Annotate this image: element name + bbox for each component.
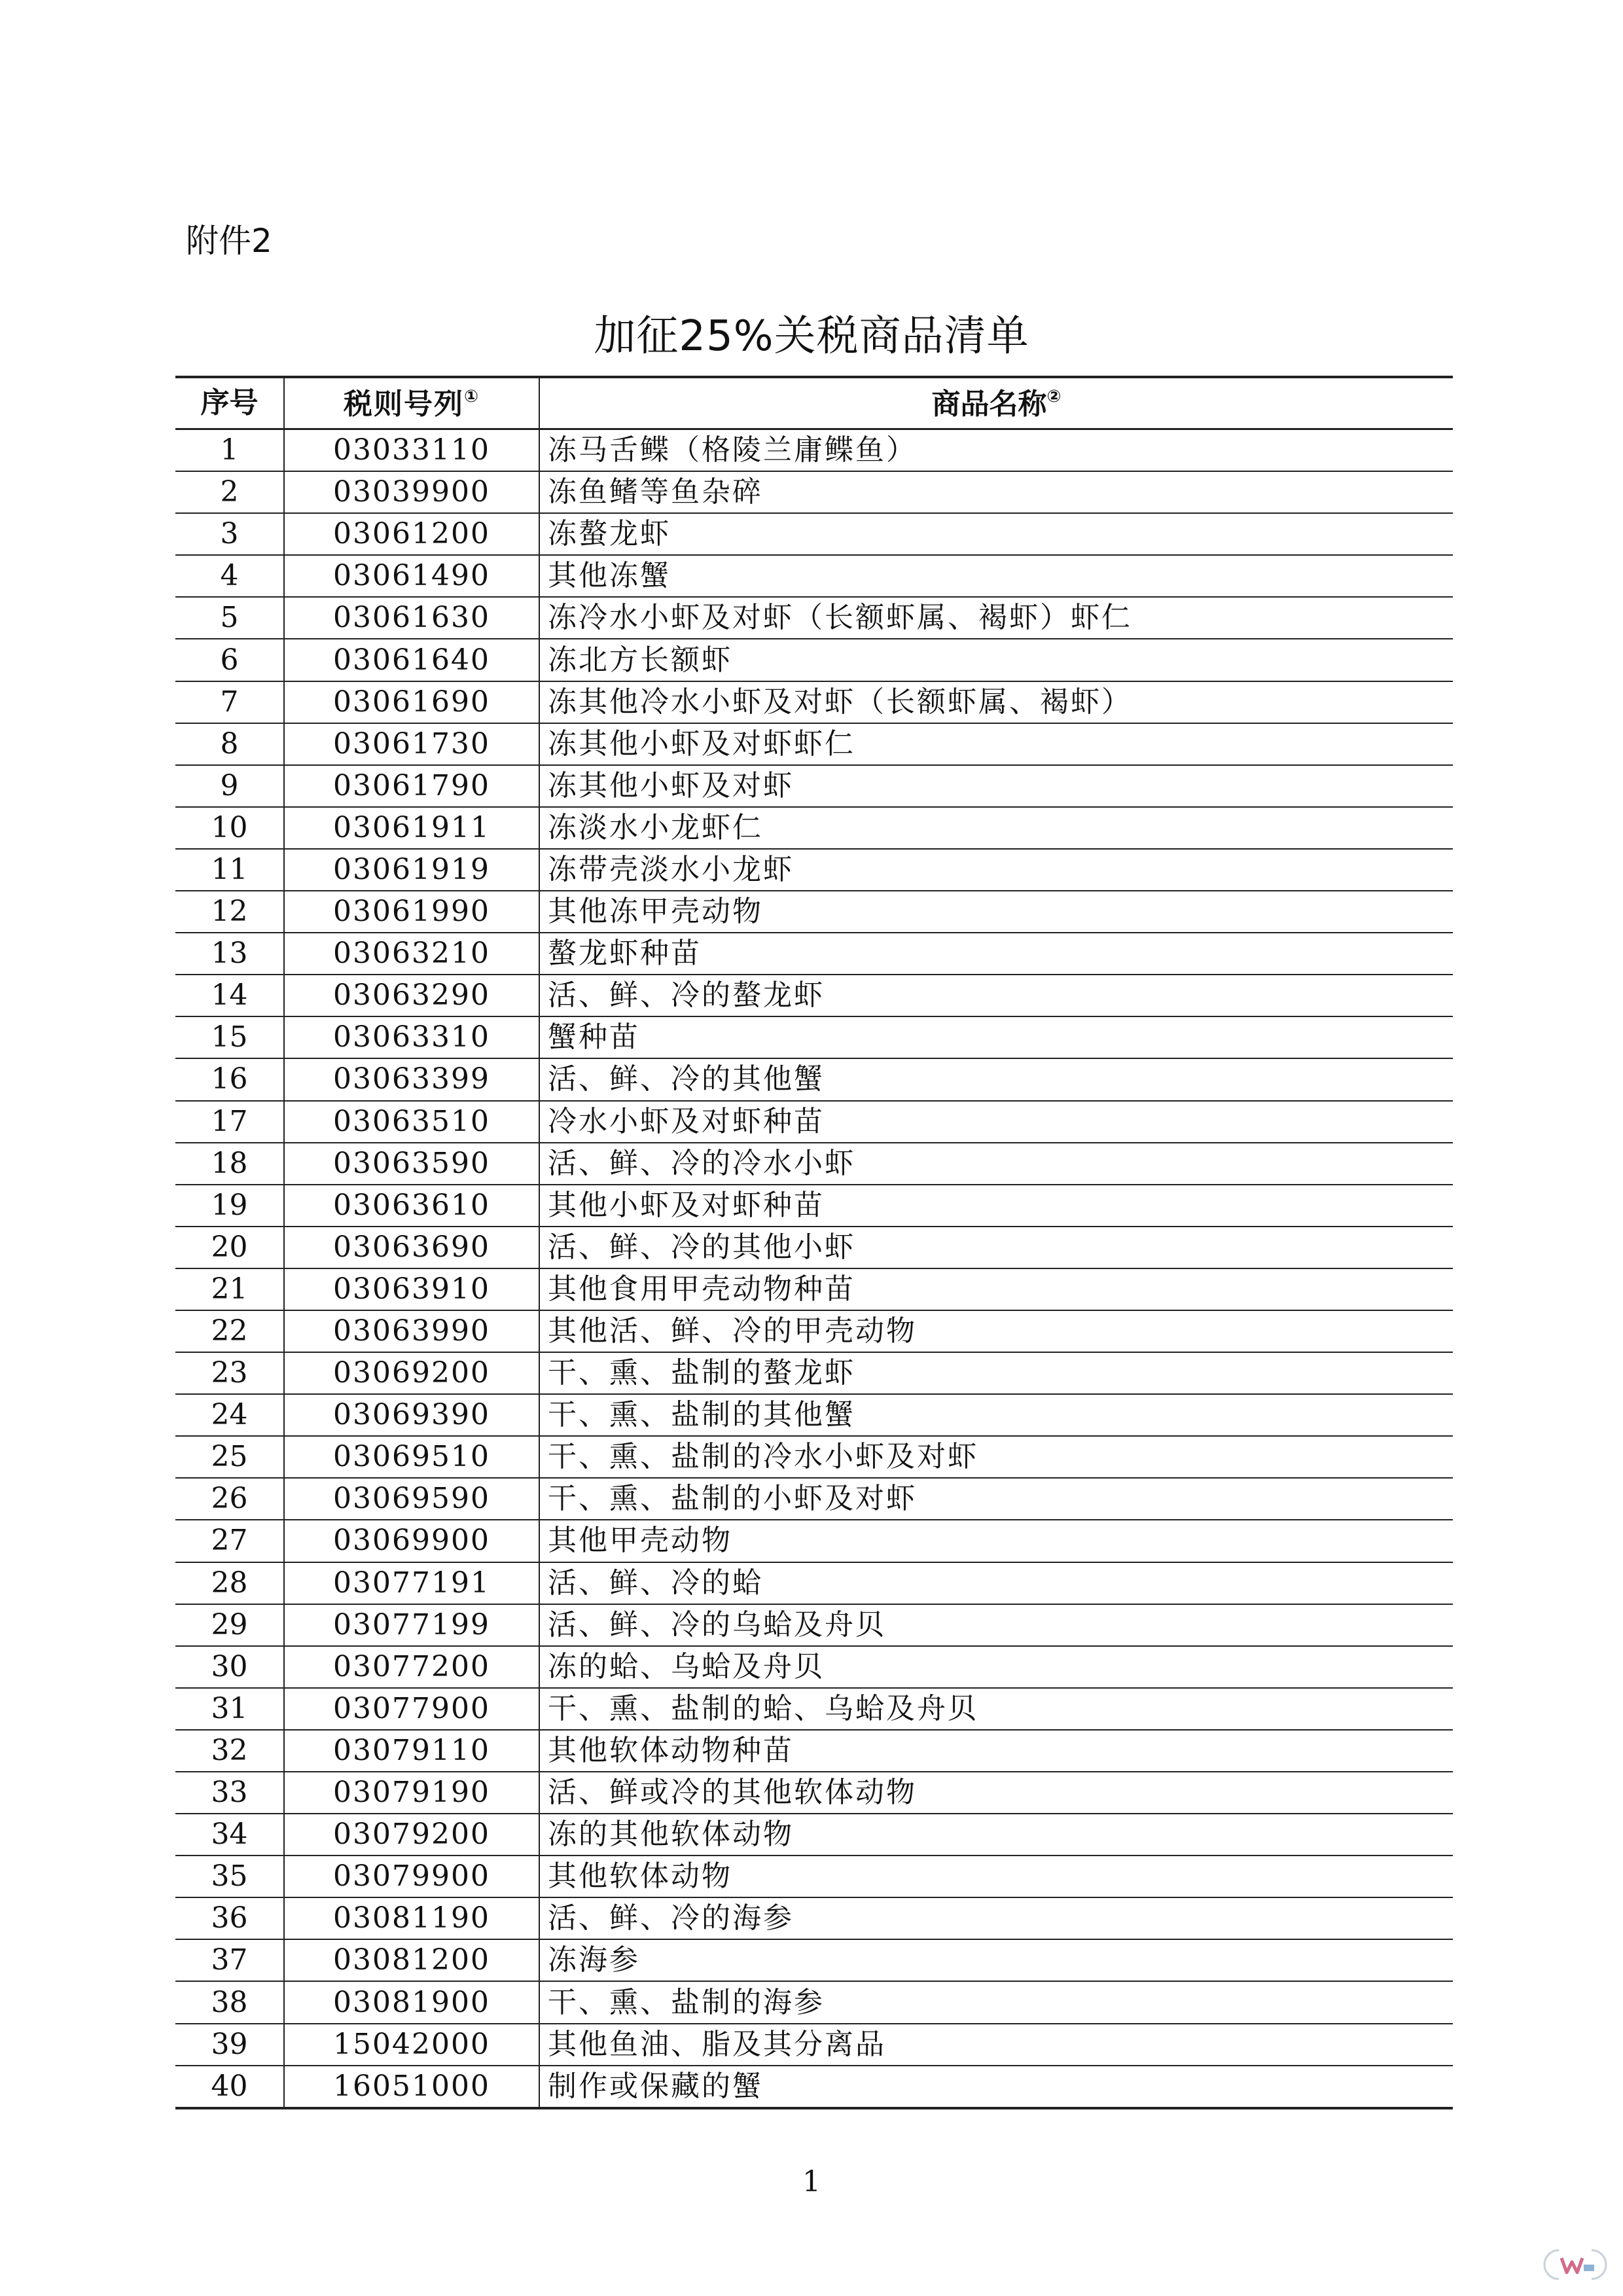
- cell-tariff-code: 03063290: [284, 975, 539, 1016]
- footnote-marker-1: ①: [463, 386, 480, 406]
- table-row: [175, 1772, 1453, 1814]
- header-seq: 序号: [175, 377, 284, 429]
- cell-product-name: 冻鱼鳍等鱼杂碎: [539, 471, 1453, 513]
- cell-seq: 12: [175, 891, 284, 933]
- cell-tariff-code: 03063910: [284, 1268, 539, 1310]
- cell-tariff-code: 03063990: [284, 1310, 539, 1352]
- cell-seq: 19: [175, 1185, 284, 1227]
- table-row: [175, 555, 1453, 597]
- cell-seq: 32: [175, 1730, 284, 1772]
- cell-seq: 1: [175, 429, 284, 472]
- cell-tariff-code: 03063610: [284, 1185, 539, 1227]
- cell-tariff-code: 03063310: [284, 1016, 539, 1058]
- cell-seq: 21: [175, 1268, 284, 1310]
- cell-tariff-code: 03061640: [284, 639, 539, 681]
- cell-tariff-code: 03061730: [284, 723, 539, 765]
- cell-product-name: 冻其他小虾及对虾虾仁: [539, 723, 1453, 765]
- cell-tariff-code: 03039900: [284, 471, 539, 513]
- cell-product-name: 冻北方长额虾: [539, 639, 1453, 681]
- watermark-logo: [1539, 2245, 1611, 2284]
- table-row: [175, 597, 1453, 639]
- table-row: [175, 1939, 1453, 1981]
- cell-tariff-code: 03061690: [284, 681, 539, 723]
- cell-tariff-code: 03061630: [284, 597, 539, 639]
- table-row: [175, 1352, 1453, 1394]
- tariff-table-container: [175, 376, 1453, 2109]
- table-row: [175, 1016, 1453, 1058]
- table-row: [175, 2066, 1453, 2108]
- cell-seq: 30: [175, 1646, 284, 1688]
- cell-seq: 38: [175, 1981, 284, 2023]
- header-product-name-label: 商品名称: [931, 387, 1047, 421]
- tariff-table: [175, 376, 1453, 2109]
- cell-product-name: 冷水小虾及对虾种苗: [539, 1101, 1453, 1143]
- cell-product-name: 其他小虾及对虾种苗: [539, 1185, 1453, 1227]
- cell-product-name: 蟹种苗: [539, 1016, 1453, 1058]
- table-row: [175, 723, 1453, 765]
- cell-product-name: 其他冻甲壳动物: [539, 891, 1453, 933]
- cell-tariff-code: 03063510: [284, 1101, 539, 1143]
- table-row: [175, 1268, 1453, 1310]
- table-row: [175, 1730, 1453, 1772]
- cell-tariff-code: 03063210: [284, 933, 539, 975]
- cell-tariff-code: 03079110: [284, 1730, 539, 1772]
- cell-seq: 36: [175, 1897, 284, 1939]
- cell-tariff-code: 03061790: [284, 765, 539, 807]
- cell-product-name: 冻的其他软体动物: [539, 1814, 1453, 1856]
- cell-seq: 35: [175, 1856, 284, 1897]
- page-number: 1: [802, 2165, 821, 2198]
- cell-product-name: 干、熏、盐制的小虾及对虾: [539, 1478, 1453, 1520]
- table-row: [175, 1856, 1453, 1897]
- table-row: [175, 1478, 1453, 1520]
- table-row: [175, 1101, 1453, 1143]
- cell-seq: 8: [175, 723, 284, 765]
- cell-seq: 5: [175, 597, 284, 639]
- cell-tariff-code: 03069390: [284, 1394, 539, 1436]
- cell-seq: 16: [175, 1058, 284, 1100]
- cell-seq: 22: [175, 1310, 284, 1352]
- cell-tariff-code: 03079900: [284, 1856, 539, 1897]
- cell-product-name: 冻淡水小龙虾仁: [539, 807, 1453, 849]
- cell-product-name: 制作或保藏的蟹: [539, 2066, 1453, 2108]
- cell-seq: 14: [175, 975, 284, 1016]
- cell-seq: 15: [175, 1016, 284, 1058]
- table-row: [175, 1604, 1453, 1646]
- cell-tariff-code: 03061990: [284, 891, 539, 933]
- table-row: [175, 891, 1453, 933]
- cell-product-name: 活、鲜、冷的蛤: [539, 1562, 1453, 1604]
- table-row: [175, 1185, 1453, 1227]
- cell-seq: 31: [175, 1688, 284, 1730]
- cell-product-name: 干、熏、盐制的冷水小虾及对虾: [539, 1436, 1453, 1478]
- table-row: [175, 513, 1453, 555]
- cell-tariff-code: 03079190: [284, 1772, 539, 1814]
- table-row: [175, 1981, 1453, 2023]
- table-row: [175, 765, 1453, 807]
- header-row: [175, 377, 1453, 429]
- cell-seq: 6: [175, 639, 284, 681]
- cell-seq: 9: [175, 765, 284, 807]
- cell-seq: 27: [175, 1520, 284, 1562]
- table-row: [175, 1058, 1453, 1100]
- cell-product-name: 冻螯龙虾: [539, 513, 1453, 555]
- table-row: [175, 1520, 1453, 1562]
- cell-seq: 33: [175, 1772, 284, 1814]
- table-row: [175, 1897, 1453, 1939]
- table-row: [175, 1562, 1453, 1604]
- cell-product-name: 其他鱼油、脂及其分离品: [539, 2024, 1453, 2066]
- table-row: [175, 639, 1453, 681]
- cell-product-name: 冻其他小虾及对虾: [539, 765, 1453, 807]
- cell-tariff-code: 03077199: [284, 1604, 539, 1646]
- cell-tariff-code: 03079200: [284, 1814, 539, 1856]
- footnote-marker-2: ②: [1046, 386, 1061, 406]
- cell-product-name: 其他食用甲壳动物种苗: [539, 1268, 1453, 1310]
- table-row: [175, 1814, 1453, 1856]
- cell-tariff-code: 03081900: [284, 1981, 539, 2023]
- table-row: [175, 933, 1453, 975]
- cell-product-name: 活、鲜、冷的冷水小虾: [539, 1143, 1453, 1185]
- cell-seq: 29: [175, 1604, 284, 1646]
- table-row: [175, 1227, 1453, 1268]
- cell-product-name: 其他甲壳动物: [539, 1520, 1453, 1562]
- cell-seq: 2: [175, 471, 284, 513]
- table-row: [175, 1688, 1453, 1730]
- cell-seq: 25: [175, 1436, 284, 1478]
- cell-tariff-code: 03069510: [284, 1436, 539, 1478]
- cell-tariff-code: 03061919: [284, 849, 539, 891]
- cell-product-name: 干、熏、盐制的其他蟹: [539, 1394, 1453, 1436]
- cell-product-name: 冻冷水小虾及对虾（长额虾属、褐虾）虾仁: [539, 597, 1453, 639]
- cell-tariff-code: 03033110: [284, 429, 539, 472]
- cell-seq: 23: [175, 1352, 284, 1394]
- cell-seq: 39: [175, 2024, 284, 2066]
- table-row: [175, 2024, 1453, 2066]
- cell-seq: 34: [175, 1814, 284, 1856]
- cell-seq: 10: [175, 807, 284, 849]
- cell-tariff-code: 03063399: [284, 1058, 539, 1100]
- table-row: [175, 975, 1453, 1016]
- cell-seq: 28: [175, 1562, 284, 1604]
- cell-product-name: 其他软体动物种苗: [539, 1730, 1453, 1772]
- cell-tariff-code: 03077900: [284, 1688, 539, 1730]
- cell-tariff-code: 03063590: [284, 1143, 539, 1185]
- cell-product-name: 干、熏、盐制的蛤、乌蛤及舟贝: [539, 1688, 1453, 1730]
- cell-tariff-code: 16051000: [284, 2066, 539, 2108]
- cell-product-name: 活、鲜、冷的海参: [539, 1897, 1453, 1939]
- cell-product-name: 螯龙虾种苗: [539, 933, 1453, 975]
- cell-tariff-code: 03061490: [284, 555, 539, 597]
- cell-product-name: 活、鲜、冷的螯龙虾: [539, 975, 1453, 1016]
- cell-seq: 18: [175, 1143, 284, 1185]
- table-row: [175, 681, 1453, 723]
- header-product-name: [539, 377, 1453, 429]
- cell-tariff-code: 03061200: [284, 513, 539, 555]
- cell-tariff-code: 03081200: [284, 1939, 539, 1981]
- cell-product-name: 其他软体动物: [539, 1856, 1453, 1897]
- cell-seq: 17: [175, 1101, 284, 1143]
- cell-product-name: 其他活、鲜、冷的甲壳动物: [539, 1310, 1453, 1352]
- attachment-label: 附件2: [186, 222, 272, 260]
- cell-seq: 3: [175, 513, 284, 555]
- table-body: [175, 429, 1453, 2108]
- cell-product-name: 干、熏、盐制的海参: [539, 1981, 1453, 2023]
- cell-seq: 7: [175, 681, 284, 723]
- table-row: [175, 849, 1453, 891]
- cell-seq: 4: [175, 555, 284, 597]
- cell-seq: 11: [175, 849, 284, 891]
- cell-tariff-code: 15042000: [284, 2024, 539, 2066]
- cell-seq: 20: [175, 1227, 284, 1268]
- cell-product-name: 其他冻蟹: [539, 555, 1453, 597]
- table-row: [175, 1394, 1453, 1436]
- cell-product-name: 冻其他冷水小虾及对虾（长额虾属、褐虾）: [539, 681, 1453, 723]
- cell-seq: 26: [175, 1478, 284, 1520]
- table-row: [175, 471, 1453, 513]
- table-header: [175, 377, 1453, 429]
- cell-product-name: 冻的蛤、乌蛤及舟贝: [539, 1646, 1453, 1688]
- cell-product-name: 活、鲜或冷的其他软体动物: [539, 1772, 1453, 1814]
- table-row: [175, 1646, 1453, 1688]
- cell-seq: 24: [175, 1394, 284, 1436]
- document-title: 加征25%关税商品清单: [594, 312, 1029, 361]
- cell-tariff-code: 03077200: [284, 1646, 539, 1688]
- cell-product-name: 冻带壳淡水小龙虾: [539, 849, 1453, 891]
- table-row: [175, 429, 1453, 472]
- cell-product-name: 冻海参: [539, 1939, 1453, 1981]
- cell-seq: 13: [175, 933, 284, 975]
- cell-tariff-code: 03069200: [284, 1352, 539, 1394]
- cell-seq: 37: [175, 1939, 284, 1981]
- cell-product-name: 活、鲜、冷的其他小虾: [539, 1227, 1453, 1268]
- cell-product-name: 干、熏、盐制的螯龙虾: [539, 1352, 1453, 1394]
- table-row: [175, 1310, 1453, 1352]
- cell-tariff-code: 03061911: [284, 807, 539, 849]
- cell-tariff-code: 03069590: [284, 1478, 539, 1520]
- cell-seq: 40: [175, 2066, 284, 2108]
- table-row: [175, 1436, 1453, 1478]
- cell-tariff-code: 03063690: [284, 1227, 539, 1268]
- header-tariff-code: [284, 377, 539, 429]
- cell-product-name: 活、鲜、冷的乌蛤及舟贝: [539, 1604, 1453, 1646]
- cell-tariff-code: 03077191: [284, 1562, 539, 1604]
- cell-tariff-code: 03069900: [284, 1520, 539, 1562]
- header-tariff-code-label: 税则号列: [343, 387, 464, 421]
- table-row: [175, 807, 1453, 849]
- cell-product-name: 冻马舌鲽（格陵兰庸鲽鱼）: [539, 429, 1453, 472]
- cell-product-name: 活、鲜、冷的其他蟹: [539, 1058, 1453, 1100]
- cell-tariff-code: 03081190: [284, 1897, 539, 1939]
- table-row: [175, 1143, 1453, 1185]
